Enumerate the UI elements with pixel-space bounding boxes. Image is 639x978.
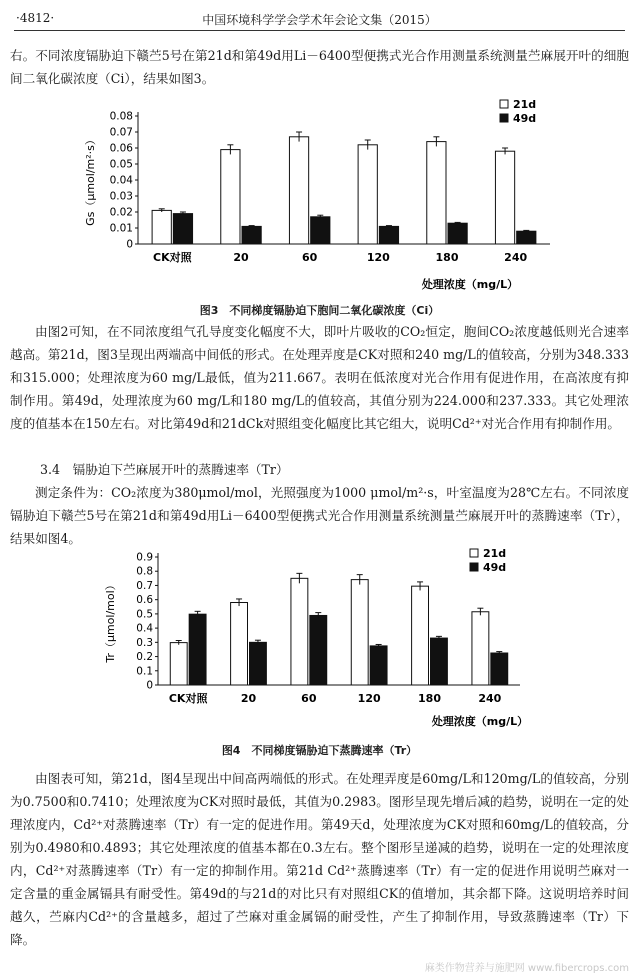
bar-21d — [152, 210, 171, 244]
intro-paragraph: 右。不同浓度镉胁迫下赣苎5号在第21d和第49d用Li－6400型便携式光合作用测量系统测量苎麻展开叶的细胞间二氧化碳浓度（Ci），结果如图3。 — [10, 48, 629, 86]
y-tick-label: 0.02 — [109, 206, 133, 219]
bar-21d — [291, 578, 308, 685]
x-tick-label: 240 — [504, 251, 528, 264]
page-header — [14, 8, 625, 31]
x-tick-label: 240 — [478, 692, 502, 705]
bar-49d — [448, 223, 467, 244]
y-tick-label: 0.6 — [136, 594, 153, 607]
bar-21d — [221, 150, 240, 244]
bar-49d — [310, 615, 327, 685]
figure4-caption: 图4 不同梯度镉胁迫下蒸腾速率（Tr） — [221, 744, 418, 757]
y-tick-label: 0.5 — [136, 608, 153, 621]
y-tick-label: 0.07 — [109, 126, 133, 139]
legend-label-49d: 49d — [513, 112, 537, 125]
legend-swatch-49d — [470, 563, 478, 571]
x-tick-label: 20 — [240, 692, 257, 705]
y-tick-label: 0.2 — [136, 651, 153, 664]
x-axis-label: 处理浓度（mg/L） — [421, 278, 519, 291]
y-tick-label: 0.04 — [109, 174, 133, 187]
y-tick-label: 0.7 — [136, 579, 153, 592]
bar-49d — [250, 642, 267, 685]
x-tick-label: CK对照 — [153, 251, 192, 264]
bar-49d — [491, 653, 508, 685]
analysis-paragraph-tr: 由图表可知，第21d，图4呈现出中间高两端低的形式。在处理弄度是60mg/L和120mg/L的值较高，分别为0.7500和0.7410；处理浓度为CK对照时最低，其值为0.2983。图形呈现先增后减的趋势，说明在一定的处理浓度内，Cd²⁺对蒸腾速率（Tr）有一定的促进作用。第49天d，处理浓度为CK对照和60mg/L的值较高，分别为0.4980和0.4893；其它处理浓度的值基本都在0.3左右。整个图形呈递减的趋势，说明在一定的处理浓度内，Cd²⁺对蒸腾速率（Tr）有一定的抑制作用。第21d Cd²⁺蒸腾速率（Tr）有一定的促进作用说明苎麻对一定含量的重金属镉具有耐受性。第49d的与21d的对比只有对照组CK的值增加，其余都下降。这说明培养时间越久，苎麻内Cd²⁺的含量越多，超过了苎麻对重金属镉的耐受性，产生了抑制作用，导致蒸腾速率（Tr）下降。 — [10, 771, 629, 947]
y-tick-label: 0.1 — [136, 665, 153, 678]
bar-21d — [412, 586, 429, 685]
y-tick-label: 0 — [146, 679, 153, 692]
y-tick-label: 0.3 — [136, 636, 153, 649]
legend-swatch-21d — [500, 100, 508, 108]
x-tick-label: 60 — [302, 251, 318, 264]
section-heading-3-4: 3.4 镉胁迫下苎麻展开叶的蒸腾速率（Tr） — [40, 462, 289, 477]
bar-49d — [517, 231, 536, 244]
legend-swatch-49d — [500, 114, 508, 122]
chart-gs — [80, 96, 560, 296]
legend-swatch-21d — [470, 549, 478, 557]
y-tick-label: 0.06 — [109, 142, 133, 155]
bar-49d — [173, 214, 192, 244]
y-tick-label: 0.8 — [136, 565, 153, 578]
x-tick-label: 120 — [357, 692, 381, 705]
legend-label-21d: 21d — [483, 547, 507, 560]
bar-21d — [289, 137, 308, 244]
bar-21d — [170, 643, 187, 685]
x-tick-label: 120 — [366, 251, 390, 264]
x-tick-label: 180 — [418, 692, 441, 705]
bar-21d — [427, 142, 446, 244]
bar-21d — [495, 151, 514, 244]
bar-49d — [370, 646, 387, 685]
chart-tr — [100, 545, 540, 735]
bar-21d — [472, 612, 489, 685]
site-watermark: 麻类作物营养与施肥网 www.fibercrops.com — [424, 963, 629, 974]
y-axis-label: Tr（μmol/mol） — [104, 579, 117, 663]
analysis-paragraph-ci: 由图2可知，在不同浓度组气孔导度变化幅度不大，即叶片吸收的CO₂恒定，胞间CO₂浓度越低则光合速率越高。第21d，图3呈现出两端高中间低的形式。在处理弄度是CK对照和240 mg/L的值较高，分别为348.333和315.000；处理浓度为60 mg/L最低，值为211.667。表明在低浓度对光合作用有促进作用，在高浓度有抑制作用。第49d，处理浓度为60 mg/L和180 mg/L的值较高，其值分别为224.000和237.333。其它处理浓度的值基本在150左右。对比第49d和21dCk对照组变化幅度比其它组大，说明Cd²⁺对光合作用有抑制作用。 — [10, 324, 629, 431]
page-number: ·4812· — [16, 11, 55, 25]
journal-title: 中国环境科学学会学术年会论文集（2015） — [202, 13, 437, 27]
y-tick-label: 0.01 — [109, 222, 133, 235]
y-tick-label: 0.08 — [109, 110, 133, 123]
legend-label-49d: 49d — [483, 561, 507, 574]
method-paragraph-tr: 测定条件为：CO₂浓度为380μmol/mol，光照强度为1000 μmol/m²·s，叶室温度为28℃左右。不同浓度镉胁迫下赣苎5号在第21d和第49d用Li－6400型便携式光合作用测量系统测量苎麻展开叶的蒸腾速率（Tr），结果如图4。 — [10, 485, 629, 546]
x-axis-label: 处理浓度（mg/L） — [431, 715, 529, 728]
bar-21d — [351, 580, 368, 685]
bar-49d — [311, 217, 330, 244]
x-tick-label: 180 — [435, 251, 459, 264]
bar-49d — [189, 614, 206, 685]
bar-21d — [358, 145, 377, 244]
bar-49d — [431, 638, 448, 685]
y-tick-label: 0.03 — [109, 190, 133, 203]
y-axis-label: Gs（μmol/m²·s） — [84, 134, 97, 226]
bar-49d — [379, 226, 398, 244]
bar-49d — [242, 226, 261, 244]
y-tick-label: 0.9 — [136, 551, 153, 564]
x-tick-label: 20 — [233, 251, 249, 264]
bar-21d — [231, 603, 248, 685]
y-tick-label: 0.4 — [136, 622, 153, 635]
x-tick-label: 60 — [301, 692, 317, 705]
figure3-caption: 图3 不同梯度镉胁迫下胞间二氧化碳浓度（Ci） — [199, 304, 440, 317]
y-tick-label: 0.05 — [109, 158, 133, 171]
y-tick-label: 0 — [126, 238, 133, 251]
legend-label-21d: 21d — [513, 98, 537, 111]
x-tick-label: CK对照 — [168, 692, 208, 705]
